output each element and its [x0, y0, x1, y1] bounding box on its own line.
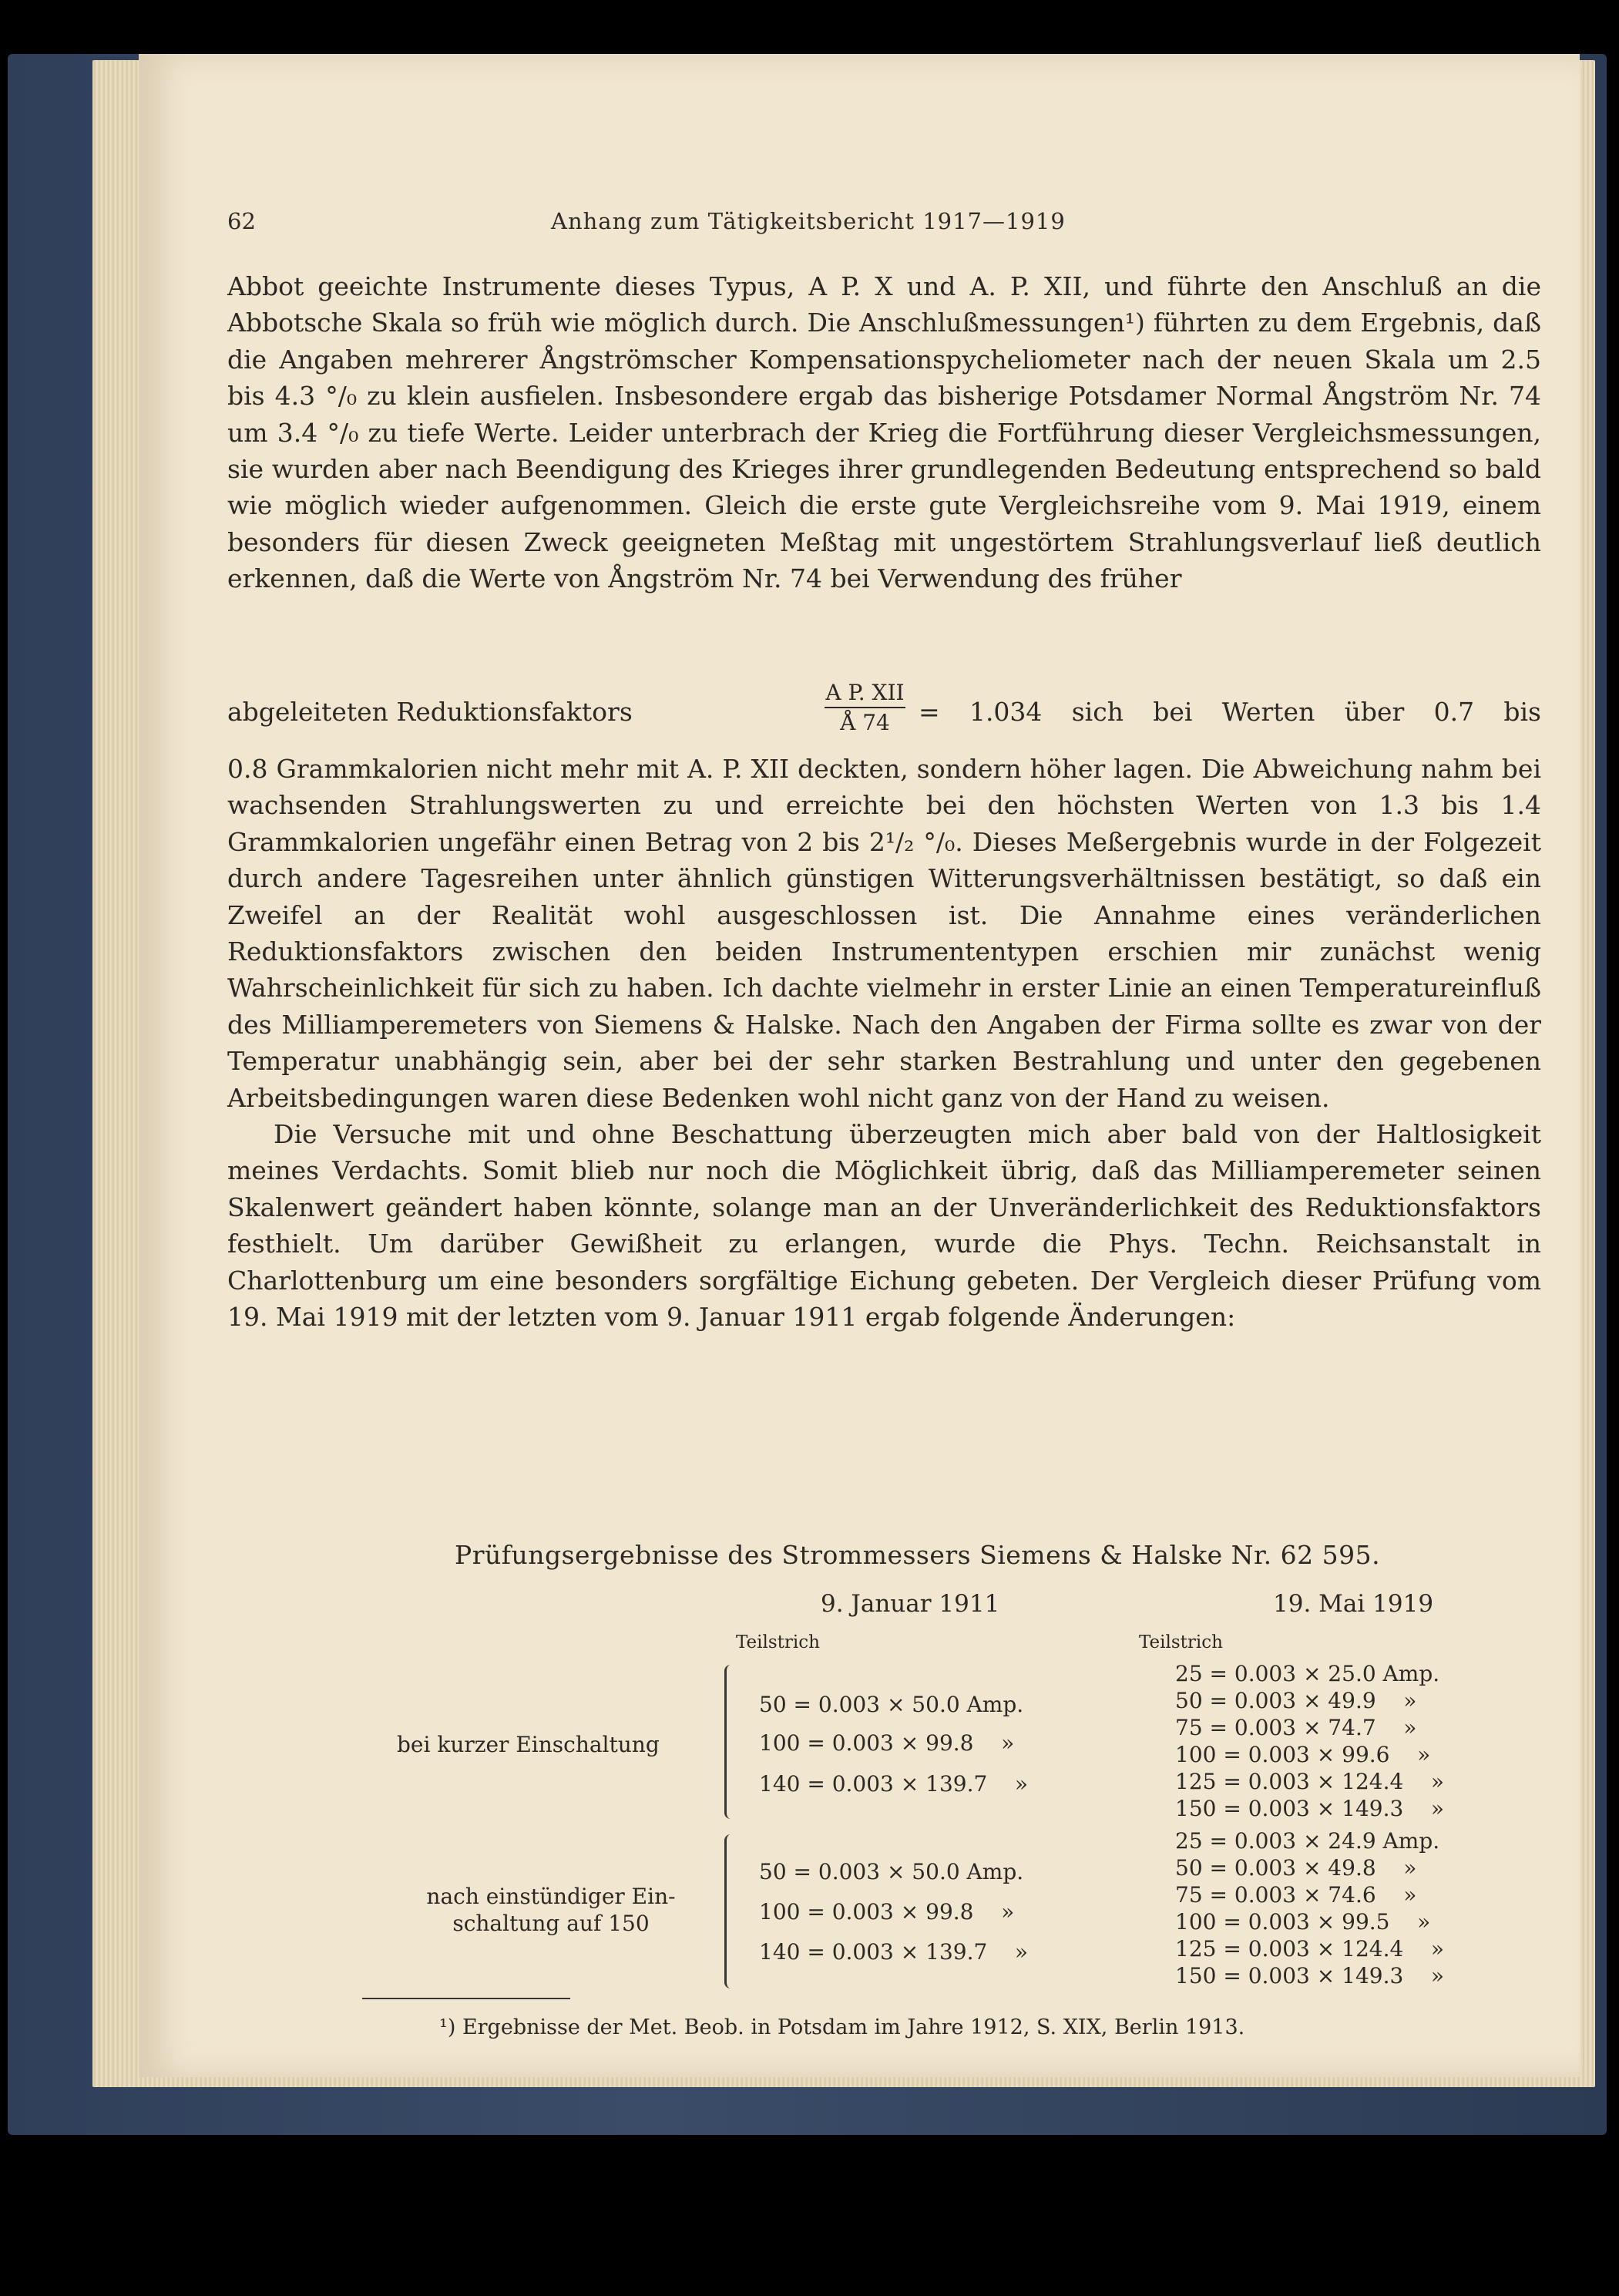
brace-group-1 — [724, 1665, 737, 1819]
body-text-middle — [227, 751, 1541, 1336]
cell-g2-right-2: 50 = 0.003 × 49.8 » — [1175, 1855, 1417, 1881]
cell-g2-left-3: 140 = 0.003 × 139.7 » — [759, 1939, 1029, 1965]
body-text-top — [227, 268, 1541, 597]
row-label-short: bei kurzer Einschaltung — [397, 1732, 660, 1757]
reduction-fraction — [825, 680, 905, 735]
cell-g1-right-2: 50 = 0.003 × 49.9 » — [1175, 1688, 1417, 1713]
fraction-line — [227, 680, 1541, 749]
fraction-before: abgeleiteten Reduktionsfaktors — [227, 697, 633, 727]
row-label-long-line-2: schaltung auf 150 — [452, 1911, 650, 1936]
cell-g1-left-2: 100 = 0.003 × 99.8 » — [759, 1730, 1015, 1756]
table-title: Prüfungsergebnisse des Strommessers Siemens & Halske Nr. 62 595. — [455, 1540, 1381, 1570]
cell-g2-left-2: 100 = 0.003 × 99.8 » — [759, 1899, 1015, 1925]
row-label-long — [397, 1883, 705, 1937]
column-head-1919: 19. Mai 1919 — [1273, 1590, 1434, 1618]
paragraph-1-part-1: Abbot geeichte Instrumente dieses Typus, A P. X und A. P. XII, und führte den Anschluß an die Abbotsche Skala so früh wie möglich durch. Die Anschlußmessungen¹) führten zu dem Ergebnis, daß die Angaben mehrerer Ångströmscher Kompensationspycheliometer nach der neuen Skala um 2.5 bis 4.3 °/₀ zu klein ausfielen. Insbesondere ergab das bisherige Potsdamer Normal Ångström Nr. 74 um 3.4 °/₀ zu tiefe Werte. Leider unterbrach der Krieg die Fortführung dieser Vergleichsmessungen, sie wurden aber nach Beendigung des Krieges ihrer grundlegenden Bedeutung entsprechend so bald wie möglich wieder aufgenommen. Gleich die erste gute Vergleichsreihe vom 9. Mai 1919, einem besonders für diesen Zweck geeigneten Meßtag mit ungestörtem Strahlungsverlauf ließ deutlich erkennen, daß die Werte von Ångström Nr. 74 bei Verwendung des früher — [227, 271, 1541, 594]
cell-g1-right-3: 75 = 0.003 × 74.7 » — [1175, 1715, 1417, 1740]
page-number: 62 — [227, 208, 256, 234]
fraction-denominator: Å 74 — [840, 710, 890, 735]
footnote: ¹) Ergebnisse der Met. Beob. in Potsdam im Jahre 1912, S. XIX, Berlin 1913. — [439, 2015, 1245, 2039]
brace-group-2 — [724, 1834, 737, 1988]
fraction-after: = 1.034 sich bei Werten über 0.7 bis — [919, 697, 1541, 727]
cell-g1-right-1: 25 = 0.003 × 25.0 Amp. — [1175, 1661, 1440, 1686]
cell-g2-right-5: 125 = 0.003 × 124.4 » — [1175, 1936, 1445, 1962]
cell-g1-left-1: 50 = 0.003 × 50.0 Amp. — [759, 1692, 1024, 1717]
fraction-numerator: A P. XII — [825, 680, 905, 708]
cell-g2-left-1: 50 = 0.003 × 50.0 Amp. — [759, 1859, 1024, 1884]
row-label-long-line-1: nach einstündiger Ein- — [426, 1884, 676, 1909]
cell-g1-right-6: 150 = 0.003 × 149.3 » — [1175, 1796, 1445, 1821]
cell-g2-right-6: 150 = 0.003 × 149.3 » — [1175, 1963, 1445, 1988]
paragraph-2: Die Versuche mit und ohne Beschattung überzeugten mich aber bald von der Haltlosigkeit meines Verdachts. Somit blieb nur noch die Möglichkeit übrig, daß das Milliamperemeter seinen Skalenwert geändert haben könnte, solange man an der Unveränderlichkeit des Reduktionsfaktors festhielt. Um darüber Gewißheit zu erlangen, wurde die Phys. Techn. Reichsanstalt in Charlottenburg um eine besonders sorgfältige Eichung gebeten. Der Vergleich dieser Prüfung vom 19. Mai 1919 mit der letzten vom 9. Januar 1911 ergab folgende Änderungen: — [227, 1119, 1541, 1333]
subhead-teilstrich-2: Teilstrich — [1139, 1632, 1223, 1652]
footnote-rule — [362, 1998, 570, 1999]
cell-g1-right-5: 125 = 0.003 × 124.4 » — [1175, 1769, 1445, 1794]
column-head-1911: 9. Januar 1911 — [821, 1590, 1000, 1618]
subhead-teilstrich-1: Teilstrich — [736, 1632, 820, 1652]
cell-g1-right-4: 100 = 0.003 × 99.6 » — [1175, 1742, 1431, 1767]
cell-g2-right-1: 25 = 0.003 × 24.9 Amp. — [1175, 1828, 1440, 1854]
cell-g1-left-3: 140 = 0.003 × 139.7 » — [759, 1771, 1029, 1797]
running-title: Anhang zum Tätigkeitsbericht 1917—1919 — [551, 208, 1066, 234]
cell-g2-right-3: 75 = 0.003 × 74.6 » — [1175, 1882, 1417, 1908]
paragraph-1-part-2: 0.8 Grammkalorien nicht mehr mit A. P. XII deckten, sondern höher lagen. Die Abweichung nahm bei wachsenden Strahlungswerten zu und erreichte bei den höchsten Werten von 1.3 bis 1.4 Grammkalorien ungefähr einen Betrag von 2 bis 2¹/₂ °/₀. Dieses Meßergebnis wurde in der Folgezeit durch andere Tagesreihen unter ähnlich günstigen Witterungsverhältnissen bestätigt, so daß ein Zweifel an der Realität wohl ausgeschlossen ist. Die Annahme eines veränderlichen Reduktionsfaktors zwischen den beiden Instrumententypen erschien mir zunächst wenig Wahrscheinlichkeit für sich zu haben. Ich dachte vielmehr in erster Linie an einen Temperatureinfluß des Milliamperemeters von Siemens & Halske. Nach den Angaben der Firma sollte es zwar von der Temperatur unabhängig sein, aber bei der sehr starken Bestrahlung und unter den gegebenen Arbeitsbedingungen waren diese Bedenken wohl nicht ganz von der Hand zu weisen. — [227, 754, 1541, 1113]
cell-g2-right-4: 100 = 0.003 × 99.5 » — [1175, 1909, 1431, 1935]
page-header — [227, 208, 1229, 239]
